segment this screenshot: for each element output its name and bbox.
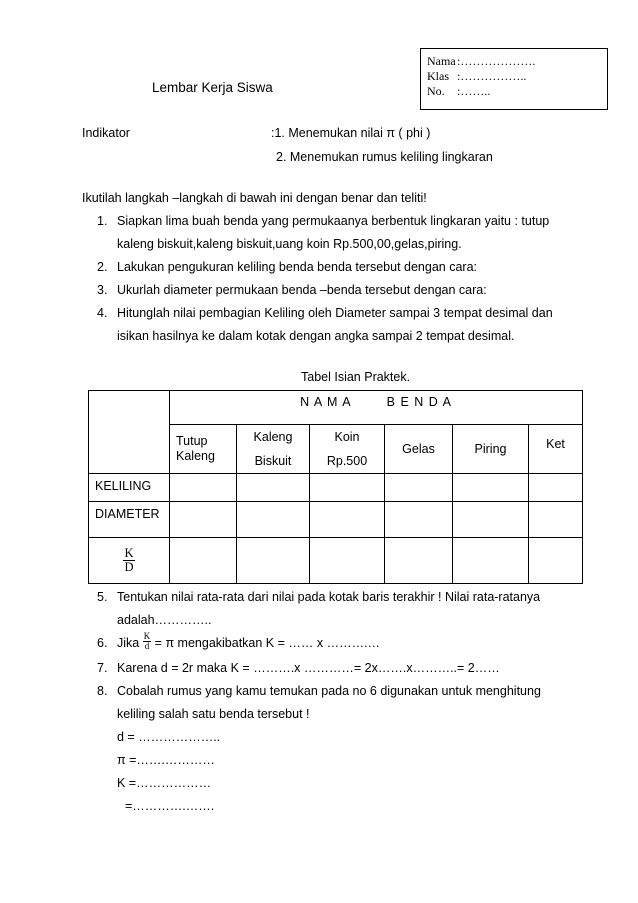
- column-header-line: Biskuit: [254, 454, 292, 468]
- table-cell: [385, 502, 453, 538]
- row-header-diameter: DIAMETER: [89, 502, 170, 538]
- step-text: Karena d = 2r maka K = ……….x …………= 2x…….x………..= 2……: [117, 661, 500, 675]
- column-header-line: Rp.500: [326, 454, 368, 468]
- column-header-line: Koin: [334, 430, 360, 444]
- table-cell: [310, 474, 385, 502]
- table-cell: [310, 538, 385, 584]
- row-header-ratio: [89, 538, 170, 584]
- table-cell: [453, 474, 529, 502]
- page-title: Lembar Kerja Siswa: [152, 80, 273, 95]
- no-value: :……..: [457, 84, 491, 98]
- fraction-numerator: K: [124, 546, 134, 560]
- step-text: Lakukan pengukuran keliling benda benda tersebut dengan cara:: [117, 260, 477, 274]
- calc-pi: π =…….…………: [117, 753, 215, 767]
- klas-value: :……………..: [457, 69, 527, 83]
- column-header: [310, 425, 385, 474]
- instruction-intro: Ikutilah langkah –langkah di bawah ini dengan benar dan teliti!: [82, 191, 427, 205]
- no-label: No.: [427, 84, 445, 98]
- step-text: Tentukan nilai rata-rata dari nilai pada kotak baris terakhir ! Nilai rata-ratanya: [117, 590, 541, 604]
- column-header: Piring: [453, 425, 529, 474]
- fraction-numerator: K: [143, 631, 151, 641]
- table-cell: [310, 502, 385, 538]
- fraction-denominator: d: [144, 641, 150, 651]
- step-number: 1.: [97, 214, 108, 228]
- table-cell: [237, 538, 310, 584]
- table-cell: [385, 538, 453, 584]
- k-over-d-fraction: [123, 547, 134, 574]
- column-header: Gelas: [385, 425, 453, 474]
- step-number: 4.: [97, 306, 108, 320]
- step-number: 2.: [97, 260, 108, 274]
- text-part: Jika: [117, 636, 143, 650]
- column-header: [237, 425, 310, 474]
- step-number: 3.: [97, 283, 108, 297]
- nama-label: Nama: [427, 54, 456, 68]
- column-header-line: Tutup: [176, 434, 208, 448]
- row-header-keliling: KELILING: [89, 474, 170, 502]
- indikator-item-2: 2. Menemukan rumus keliling lingkaran: [276, 150, 493, 164]
- step-text-cont: kaleng biskuit,kaleng biskuit,uang koin Rp.500,00,gelas,piring.: [117, 237, 462, 251]
- column-header: [170, 425, 237, 474]
- table-cell: [529, 474, 583, 502]
- step-text: [117, 632, 380, 651]
- table-cell: [385, 474, 453, 502]
- practice-table: [88, 390, 583, 584]
- indikator-item-1: :1. Menemukan nilai π ( phi ): [271, 126, 431, 140]
- table-cell: [237, 502, 310, 538]
- table-corner-cell: [89, 391, 170, 474]
- table-cell: [170, 538, 237, 584]
- k-over-d-fraction: [143, 632, 152, 651]
- calc-d: d = ………………..: [117, 730, 221, 744]
- table-caption: Tabel Isian Praktek.: [301, 370, 411, 384]
- nama-value: :……………….: [457, 54, 536, 68]
- step-number: 6.: [97, 636, 108, 650]
- column-header: Ket: [529, 425, 583, 474]
- step-number: 7.: [97, 661, 108, 675]
- table-cell: [453, 502, 529, 538]
- step-number: 8.: [97, 684, 108, 698]
- table-header-group: N A M A B E N D A: [170, 391, 583, 425]
- klas-label: Klas: [427, 69, 449, 83]
- step-text: Ukurlah diameter permukaan benda –benda tersebut dengan cara:: [117, 283, 487, 297]
- calc-result: =………….…….: [125, 799, 215, 813]
- calc-k: K =………………: [117, 776, 212, 790]
- table-cell: [529, 538, 583, 584]
- text-part: = π mengakibatkan K = …… x ……….…: [151, 636, 381, 650]
- table-cell: [237, 474, 310, 502]
- column-header-line: Kaleng: [176, 449, 215, 463]
- step-text-cont: adalah…………..: [117, 613, 212, 627]
- step-text-cont: keliling salah satu benda tersebut !: [117, 707, 310, 721]
- step-text-cont: isikan hasilnya ke dalam kotak dengan angka sampai 2 tempat desimal.: [117, 329, 515, 343]
- table-cell: [170, 474, 237, 502]
- table-cell: [529, 502, 583, 538]
- step-text: Cobalah rumus yang kamu temukan pada no 6 digunakan untuk menghitung: [117, 684, 541, 698]
- table-cell: [453, 538, 529, 584]
- fraction-denominator: D: [124, 560, 134, 574]
- step-text: Hitunglah nilai pembagian Keliling oleh Diameter sampai 3 tempat desimal dan: [117, 306, 553, 320]
- column-header-line: Kaleng: [253, 430, 293, 444]
- student-id-box: [420, 48, 608, 110]
- step-number: 5.: [97, 590, 108, 604]
- step-text: Siapkan lima buah benda yang permukaanya berbentuk lingkaran yaitu : tutup: [117, 214, 550, 228]
- indikator-label: Indikator: [82, 126, 130, 140]
- table-cell: [170, 502, 237, 538]
